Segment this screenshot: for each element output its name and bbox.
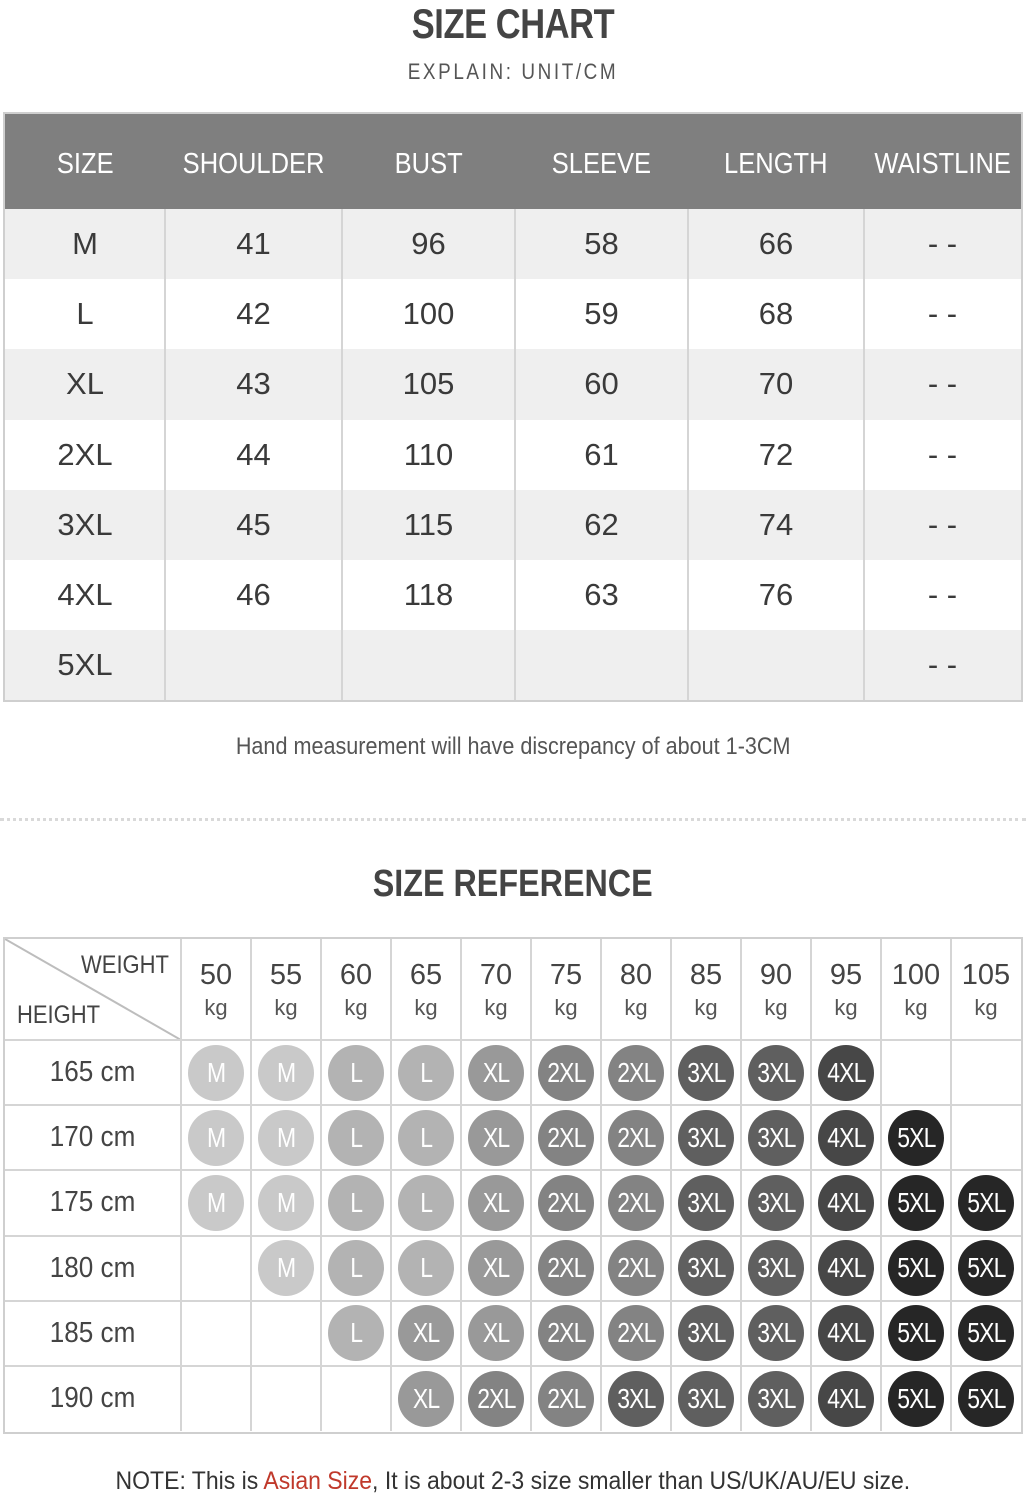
weight-value: 65 (409, 959, 443, 991)
table-cell: 2XL (57, 436, 113, 472)
weight-unit: kg (764, 995, 788, 1020)
weight-unit: kg (974, 995, 998, 1020)
table-cell: 5XL (57, 647, 113, 683)
weight-column-header (181, 939, 251, 1040)
size-chart-title: SIZE CHART (411, 0, 615, 47)
weight-value: 85 (689, 959, 723, 991)
weight-column-header (461, 939, 531, 1040)
grid-line-vertical (810, 939, 812, 1431)
weight-value: 105 (961, 959, 1011, 991)
size-badge: XL (468, 1240, 524, 1296)
grid-line-horizontal (5, 1300, 1021, 1302)
size-badge: 4XL (818, 1240, 874, 1296)
table-cell: 3XL (57, 506, 113, 542)
table-cell: 41 (236, 226, 271, 261)
size-badge: 5XL (958, 1175, 1014, 1231)
size-badge: 3XL (678, 1110, 734, 1166)
table-cell: 46 (236, 577, 271, 612)
size-badge: XL (468, 1045, 524, 1101)
weight-axis-label: WEIGHT (81, 951, 169, 979)
column-divider (514, 209, 516, 700)
weight-column-header (531, 939, 601, 1040)
size-badge: L (398, 1175, 454, 1231)
size-badge: XL (398, 1305, 454, 1361)
size-badge: 3XL (748, 1305, 804, 1361)
size-badge: 5XL (888, 1305, 944, 1361)
size-badge: 3XL (748, 1110, 804, 1166)
size-badge: 4XL (818, 1371, 874, 1427)
column-header: SLEEVE (551, 148, 652, 180)
size-badge: M (258, 1240, 314, 1296)
size-badge: 2XL (538, 1305, 594, 1361)
size-badge: XL (398, 1371, 454, 1427)
size-badge: L (398, 1240, 454, 1296)
size-badge: 3XL (748, 1371, 804, 1427)
table-row (5, 279, 1021, 349)
weight-value: 70 (479, 959, 513, 991)
height-row-label: 180 cm (50, 1251, 136, 1284)
weight-unit: kg (204, 995, 228, 1020)
weight-column-header (951, 939, 1021, 1040)
table-cell: 100 (402, 296, 455, 332)
grid-line-horizontal (5, 1365, 1021, 1367)
table-cell: 68 (758, 296, 794, 332)
size-badge: 5XL (958, 1240, 1014, 1296)
height-row-label: 165 cm (50, 1056, 136, 1088)
size-badge: L (328, 1175, 384, 1231)
table-cell: - - (927, 436, 958, 472)
size-badge: 5XL (958, 1371, 1014, 1427)
size-badge: 4XL (818, 1045, 874, 1101)
grid-line-horizontal (5, 1169, 1021, 1171)
weight-value: 55 (269, 959, 303, 991)
table-cell: M (72, 226, 98, 261)
weight-column-header (671, 939, 741, 1040)
grid-line-vertical (460, 939, 462, 1431)
size-badge: L (398, 1110, 454, 1166)
column-header: WAISTLINE (874, 148, 1011, 180)
table-cell: 45 (236, 506, 271, 542)
table-cell (515, 630, 688, 700)
size-reference-title: SIZE REFERENCE (373, 863, 653, 905)
table-cell: 61 (584, 436, 619, 472)
weight-column-header (391, 939, 461, 1040)
table-cell: 62 (584, 506, 619, 542)
size-badge: 3XL (678, 1175, 734, 1231)
size-badge: M (188, 1175, 244, 1231)
table-cell: - - (927, 506, 958, 542)
table-cell: 63 (584, 577, 619, 612)
table-cell: 58 (584, 226, 619, 261)
weight-value: 95 (829, 959, 863, 991)
grid-corner-cell (5, 939, 181, 1040)
table-cell (165, 630, 342, 700)
table-cell: 118 (403, 577, 454, 612)
size-badge: L (328, 1110, 384, 1166)
table-cell: 105 (402, 366, 455, 402)
weight-unit: kg (414, 995, 438, 1020)
weight-unit: kg (344, 995, 368, 1020)
table-row (5, 349, 1021, 419)
size-badge: 3XL (748, 1240, 804, 1296)
grid-line-vertical (530, 939, 532, 1431)
size-badge: L (328, 1305, 384, 1361)
column-header: SHOULDER (182, 148, 325, 180)
size-badge: L (328, 1240, 384, 1296)
size-badge: XL (468, 1175, 524, 1231)
size-badge: XL (468, 1305, 524, 1361)
size-badge: 3XL (678, 1045, 734, 1101)
size-chart-header-row (5, 114, 1021, 209)
weight-value: 75 (549, 959, 583, 991)
section-divider (0, 818, 1026, 821)
size-badge: 3XL (678, 1305, 734, 1361)
size-badge: L (328, 1045, 384, 1101)
column-divider (164, 209, 166, 700)
grid-line-horizontal (5, 1039, 1021, 1041)
size-badge: 5XL (958, 1305, 1014, 1361)
size-badge: 2XL (538, 1110, 594, 1166)
size-badge: 3XL (748, 1045, 804, 1101)
table-cell: 110 (403, 436, 454, 472)
table-cell: 96 (411, 226, 446, 261)
table-cell: 4XL (57, 577, 113, 612)
grid-line-vertical (320, 939, 322, 1431)
table-cell: 60 (584, 366, 619, 402)
table-row (5, 209, 1021, 279)
weight-value: 60 (339, 959, 373, 991)
height-axis-label: HEIGHT (17, 1001, 101, 1029)
size-badge: 5XL (888, 1110, 944, 1166)
size-badge: M (258, 1045, 314, 1101)
measurement-note: Hand measurement will have discrepancy of about 1-3CM (235, 733, 791, 760)
table-cell: - - (927, 577, 958, 612)
table-cell: 59 (584, 296, 619, 332)
weight-column-header (321, 939, 391, 1040)
size-badge: M (188, 1045, 244, 1101)
size-badge: 2XL (608, 1240, 664, 1296)
column-divider (687, 209, 689, 700)
size-badge: XL (468, 1110, 524, 1166)
table-cell (688, 630, 864, 700)
grid-line-vertical (740, 939, 742, 1431)
weight-value: 90 (759, 959, 793, 991)
weight-unit: kg (904, 995, 928, 1020)
grid-line-vertical (180, 939, 182, 1431)
grid-line-vertical (600, 939, 602, 1431)
size-badge: 2XL (538, 1045, 594, 1101)
height-row-label: 170 cm (50, 1121, 136, 1154)
weight-unit: kg (834, 995, 858, 1020)
grid-line-vertical (880, 939, 882, 1431)
table-cell: XL (66, 366, 104, 402)
height-row-label: 190 cm (50, 1382, 136, 1414)
weight-column-header (741, 939, 811, 1040)
weight-column-header (881, 939, 951, 1040)
size-badge: 3XL (608, 1371, 664, 1427)
size-badge: L (398, 1045, 454, 1101)
grid-line-vertical (390, 939, 392, 1431)
table-cell: 74 (758, 506, 794, 542)
size-badge: 2XL (608, 1175, 664, 1231)
table-cell: - - (927, 647, 958, 683)
table-cell: 72 (758, 436, 794, 472)
size-badge: 3XL (678, 1240, 734, 1296)
size-badge: 5XL (888, 1175, 944, 1231)
size-badge: 2XL (608, 1045, 664, 1101)
size-badge: 3XL (748, 1175, 804, 1231)
size-badge: 2XL (608, 1110, 664, 1166)
size-badge: 2XL (538, 1175, 594, 1231)
asian-size-note (0, 1464, 1026, 1498)
grid-line-horizontal (5, 1104, 1021, 1106)
table-row (5, 420, 1021, 490)
note-prefix: NOTE: This is (115, 1467, 264, 1495)
size-badge: M (258, 1175, 314, 1231)
column-divider (341, 209, 343, 700)
size-badge: 3XL (678, 1371, 734, 1427)
weight-unit: kg (274, 995, 298, 1020)
size-badge: 4XL (818, 1110, 874, 1166)
table-cell: 115 (403, 506, 454, 542)
column-header: BUST (394, 148, 463, 180)
column-header: LENGTH (724, 148, 828, 180)
table-cell: 43 (236, 366, 271, 402)
size-badge: M (258, 1110, 314, 1166)
table-cell: 44 (236, 436, 271, 472)
table-cell: - - (927, 296, 958, 332)
table-cell: 66 (758, 226, 794, 261)
size-badge: M (188, 1110, 244, 1166)
weight-column-header (251, 939, 321, 1040)
weight-value: 80 (619, 959, 653, 991)
weight-unit: kg (694, 995, 718, 1020)
table-row (5, 560, 1021, 630)
unit-subtitle: EXPLAIN: UNIT/CM (407, 59, 619, 84)
note-highlight: Asian Size (263, 1467, 373, 1495)
table-cell: 42 (236, 296, 271, 332)
size-badge: 5XL (888, 1240, 944, 1296)
table-cell: L (76, 296, 94, 332)
weight-unit: kg (554, 995, 578, 1020)
weight-unit: kg (484, 995, 508, 1020)
weight-unit: kg (624, 995, 648, 1020)
grid-line-horizontal (5, 1235, 1021, 1237)
table-cell (342, 630, 515, 700)
grid-line-vertical (670, 939, 672, 1431)
size-badge: 4XL (818, 1305, 874, 1361)
table-cell: 70 (758, 366, 794, 402)
size-reference-grid (3, 937, 1023, 1434)
size-badge: 2XL (538, 1240, 594, 1296)
column-header: SIZE (56, 148, 114, 180)
size-badge: 2XL (608, 1305, 664, 1361)
size-badge: 5XL (888, 1371, 944, 1427)
height-row-label: 185 cm (50, 1316, 136, 1349)
column-divider (863, 209, 865, 700)
note-suffix: , It is about 2-3 size smaller than US/UK/AU/EU size. (372, 1467, 911, 1495)
grid-line-vertical (250, 939, 252, 1431)
table-cell: - - (927, 226, 958, 261)
weight-value: 50 (199, 959, 233, 991)
table-cell: 76 (758, 577, 794, 612)
table-cell: - - (927, 366, 958, 402)
size-badge: 2XL (468, 1371, 524, 1427)
weight-column-header (811, 939, 881, 1040)
table-row (5, 630, 1021, 700)
height-row-label: 175 cm (50, 1186, 136, 1219)
grid-line-vertical (950, 939, 952, 1431)
size-badge: 4XL (818, 1175, 874, 1231)
size-badge: 2XL (538, 1371, 594, 1427)
table-row (5, 490, 1021, 560)
weight-value: 100 (891, 959, 941, 991)
weight-column-header (601, 939, 671, 1040)
size-chart-table (3, 112, 1023, 702)
